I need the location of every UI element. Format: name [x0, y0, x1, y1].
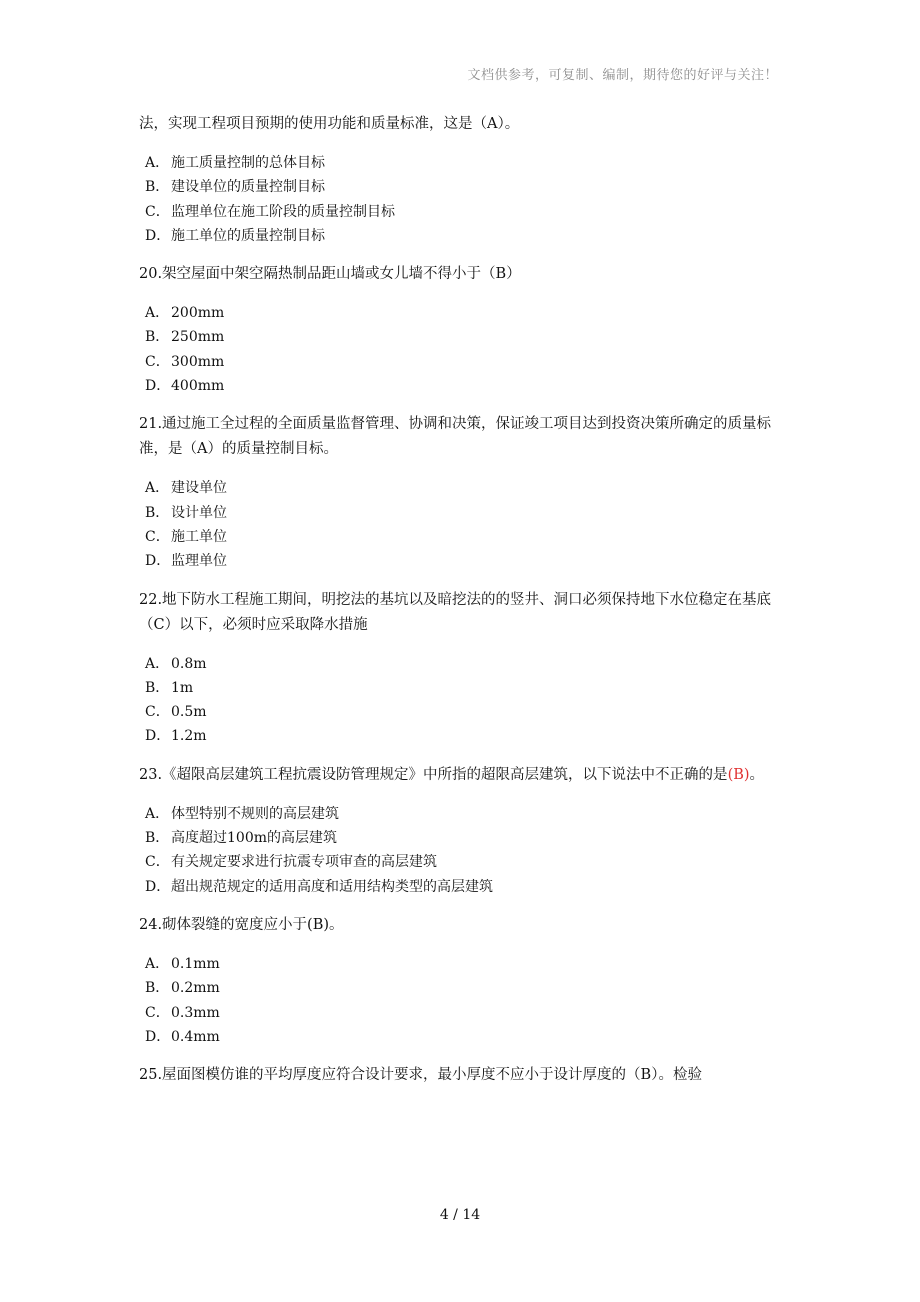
option-key: A． — [145, 305, 170, 322]
option-24-a — [145, 952, 784, 976]
option-21-d — [145, 549, 784, 573]
options-24 — [139, 952, 784, 1049]
option-text: 0.5m — [171, 704, 207, 721]
option-key: B． — [145, 980, 170, 997]
option-key: D． — [145, 378, 171, 395]
option-text: 0.3mm — [171, 1004, 220, 1021]
question-19-tail: 法，实现工程项目预期的使用功能和质量标准，这是（A）。 — [139, 116, 520, 132]
option-key: D． — [145, 553, 171, 570]
option-text: 建设单位的质量控制目标 — [171, 179, 325, 196]
question-25: 25.屋面图模仿谁的平均厚度应符合设计要求，最小厚度不应小于设计厚度的（B）。检验 — [139, 1067, 702, 1084]
option-text: 施工质量控制的总体目标 — [171, 155, 325, 171]
option-text: 设计单位 — [171, 504, 227, 521]
options-22 — [139, 652, 784, 749]
option-24-c — [145, 1001, 784, 1025]
option-key: C． — [145, 353, 170, 370]
option-24-b — [145, 976, 784, 1000]
option-key: D． — [145, 878, 171, 895]
option-text: 0.8m — [171, 655, 207, 672]
option-text: 0.2mm — [171, 980, 220, 997]
option-text: 1m — [171, 679, 194, 696]
option-key: A． — [145, 805, 170, 822]
question-24: 24.砌体裂缝的宽度应小于(B)。 — [139, 916, 344, 933]
option-text: 有关规定要求进行抗震专项审查的高层建筑 — [171, 854, 437, 871]
option-text: 体型特别不规则的高层建筑 — [171, 805, 339, 822]
question-23-text: 23.《超限高层建筑工程抗震设防管理规定》中所指的超限高层建筑，以下说法中不正确的是 — [139, 766, 728, 783]
option-22-d — [145, 724, 784, 748]
option-key: B． — [145, 679, 170, 696]
option-text: 0.4mm — [171, 1028, 220, 1045]
option-23-b — [145, 826, 784, 850]
option-key: C． — [145, 704, 170, 721]
option-text: 超出规范规定的适用高度和适用结构类型的高层建筑 — [171, 878, 493, 895]
option-22-c — [145, 700, 784, 724]
option-text: 监理单位在施工阶段的质量控制目标 — [171, 203, 395, 220]
question-23 — [139, 763, 784, 788]
option-19-a — [145, 151, 784, 175]
option-23-a — [145, 802, 784, 826]
question-23-end: 。 — [749, 766, 765, 783]
option-text: 高度超过100m的高层建筑 — [171, 830, 337, 847]
options-19 — [139, 151, 784, 248]
option-key: A． — [145, 955, 170, 972]
option-22-b — [145, 676, 784, 700]
options-23 — [139, 802, 784, 899]
option-text: 监理单位 — [171, 553, 227, 570]
option-19-c — [145, 200, 784, 224]
page-number: 4 / 14 — [439, 1207, 481, 1223]
option-key: A． — [145, 155, 170, 171]
options-20 — [139, 301, 784, 398]
option-22-a — [145, 652, 784, 676]
option-key: B． — [145, 179, 170, 196]
option-key: D． — [145, 1028, 171, 1045]
option-text: 施工单位的质量控制目标 — [171, 227, 325, 244]
option-text: 0.1mm — [171, 955, 220, 972]
option-text: 建设单位 — [171, 480, 227, 497]
option-key: B． — [145, 329, 170, 346]
option-20-a — [145, 301, 784, 325]
option-20-b — [145, 325, 784, 349]
question-20: 20.架空屋面中架空隔热制品距山墙或女儿墙不得小于（B） — [139, 266, 521, 283]
option-text: 1.2m — [171, 728, 207, 745]
question-21: 21.通过施工全过程的全面质量监督管理、协调和决策，保证竣工项目达到投资决策所确定的质量标准，是（A）的质量控制目标。 — [139, 416, 772, 458]
option-text: 300mm — [171, 353, 225, 370]
option-key: A． — [145, 480, 170, 497]
document-header-note: 文档供参考，可复制、编制，期待您的好评与关注！ — [467, 68, 778, 83]
option-key: C． — [145, 854, 170, 871]
option-key: D． — [145, 728, 171, 745]
option-key: D． — [145, 227, 171, 244]
option-key: A． — [145, 655, 170, 672]
option-20-d — [145, 374, 784, 398]
option-21-a — [145, 476, 784, 500]
option-key: C． — [145, 203, 170, 220]
option-23-c — [145, 850, 784, 874]
option-21-c — [145, 525, 784, 549]
option-20-c — [145, 350, 784, 374]
question-22: 22.地下防水工程施工期间，明挖法的基坑以及暗挖法的的竖井、洞口必须保持地下水位稳定在基底（C）以下，必须时应采取降水措施 — [139, 591, 772, 633]
option-21-b — [145, 501, 784, 525]
option-23-d — [145, 875, 784, 899]
options-21 — [139, 476, 784, 573]
document-body — [139, 112, 784, 1102]
option-19-b — [145, 175, 784, 199]
question-23-answer: (B) — [727, 766, 750, 783]
option-text: 施工单位 — [171, 528, 227, 545]
option-key: C． — [145, 1004, 170, 1021]
option-text: 250mm — [171, 329, 225, 346]
option-24-d — [145, 1025, 784, 1049]
option-text: 200mm — [171, 305, 225, 322]
option-key: B． — [145, 830, 170, 847]
option-text: 400mm — [171, 378, 225, 395]
option-key: B． — [145, 504, 170, 521]
option-key: C． — [145, 528, 170, 545]
option-19-d — [145, 224, 784, 248]
